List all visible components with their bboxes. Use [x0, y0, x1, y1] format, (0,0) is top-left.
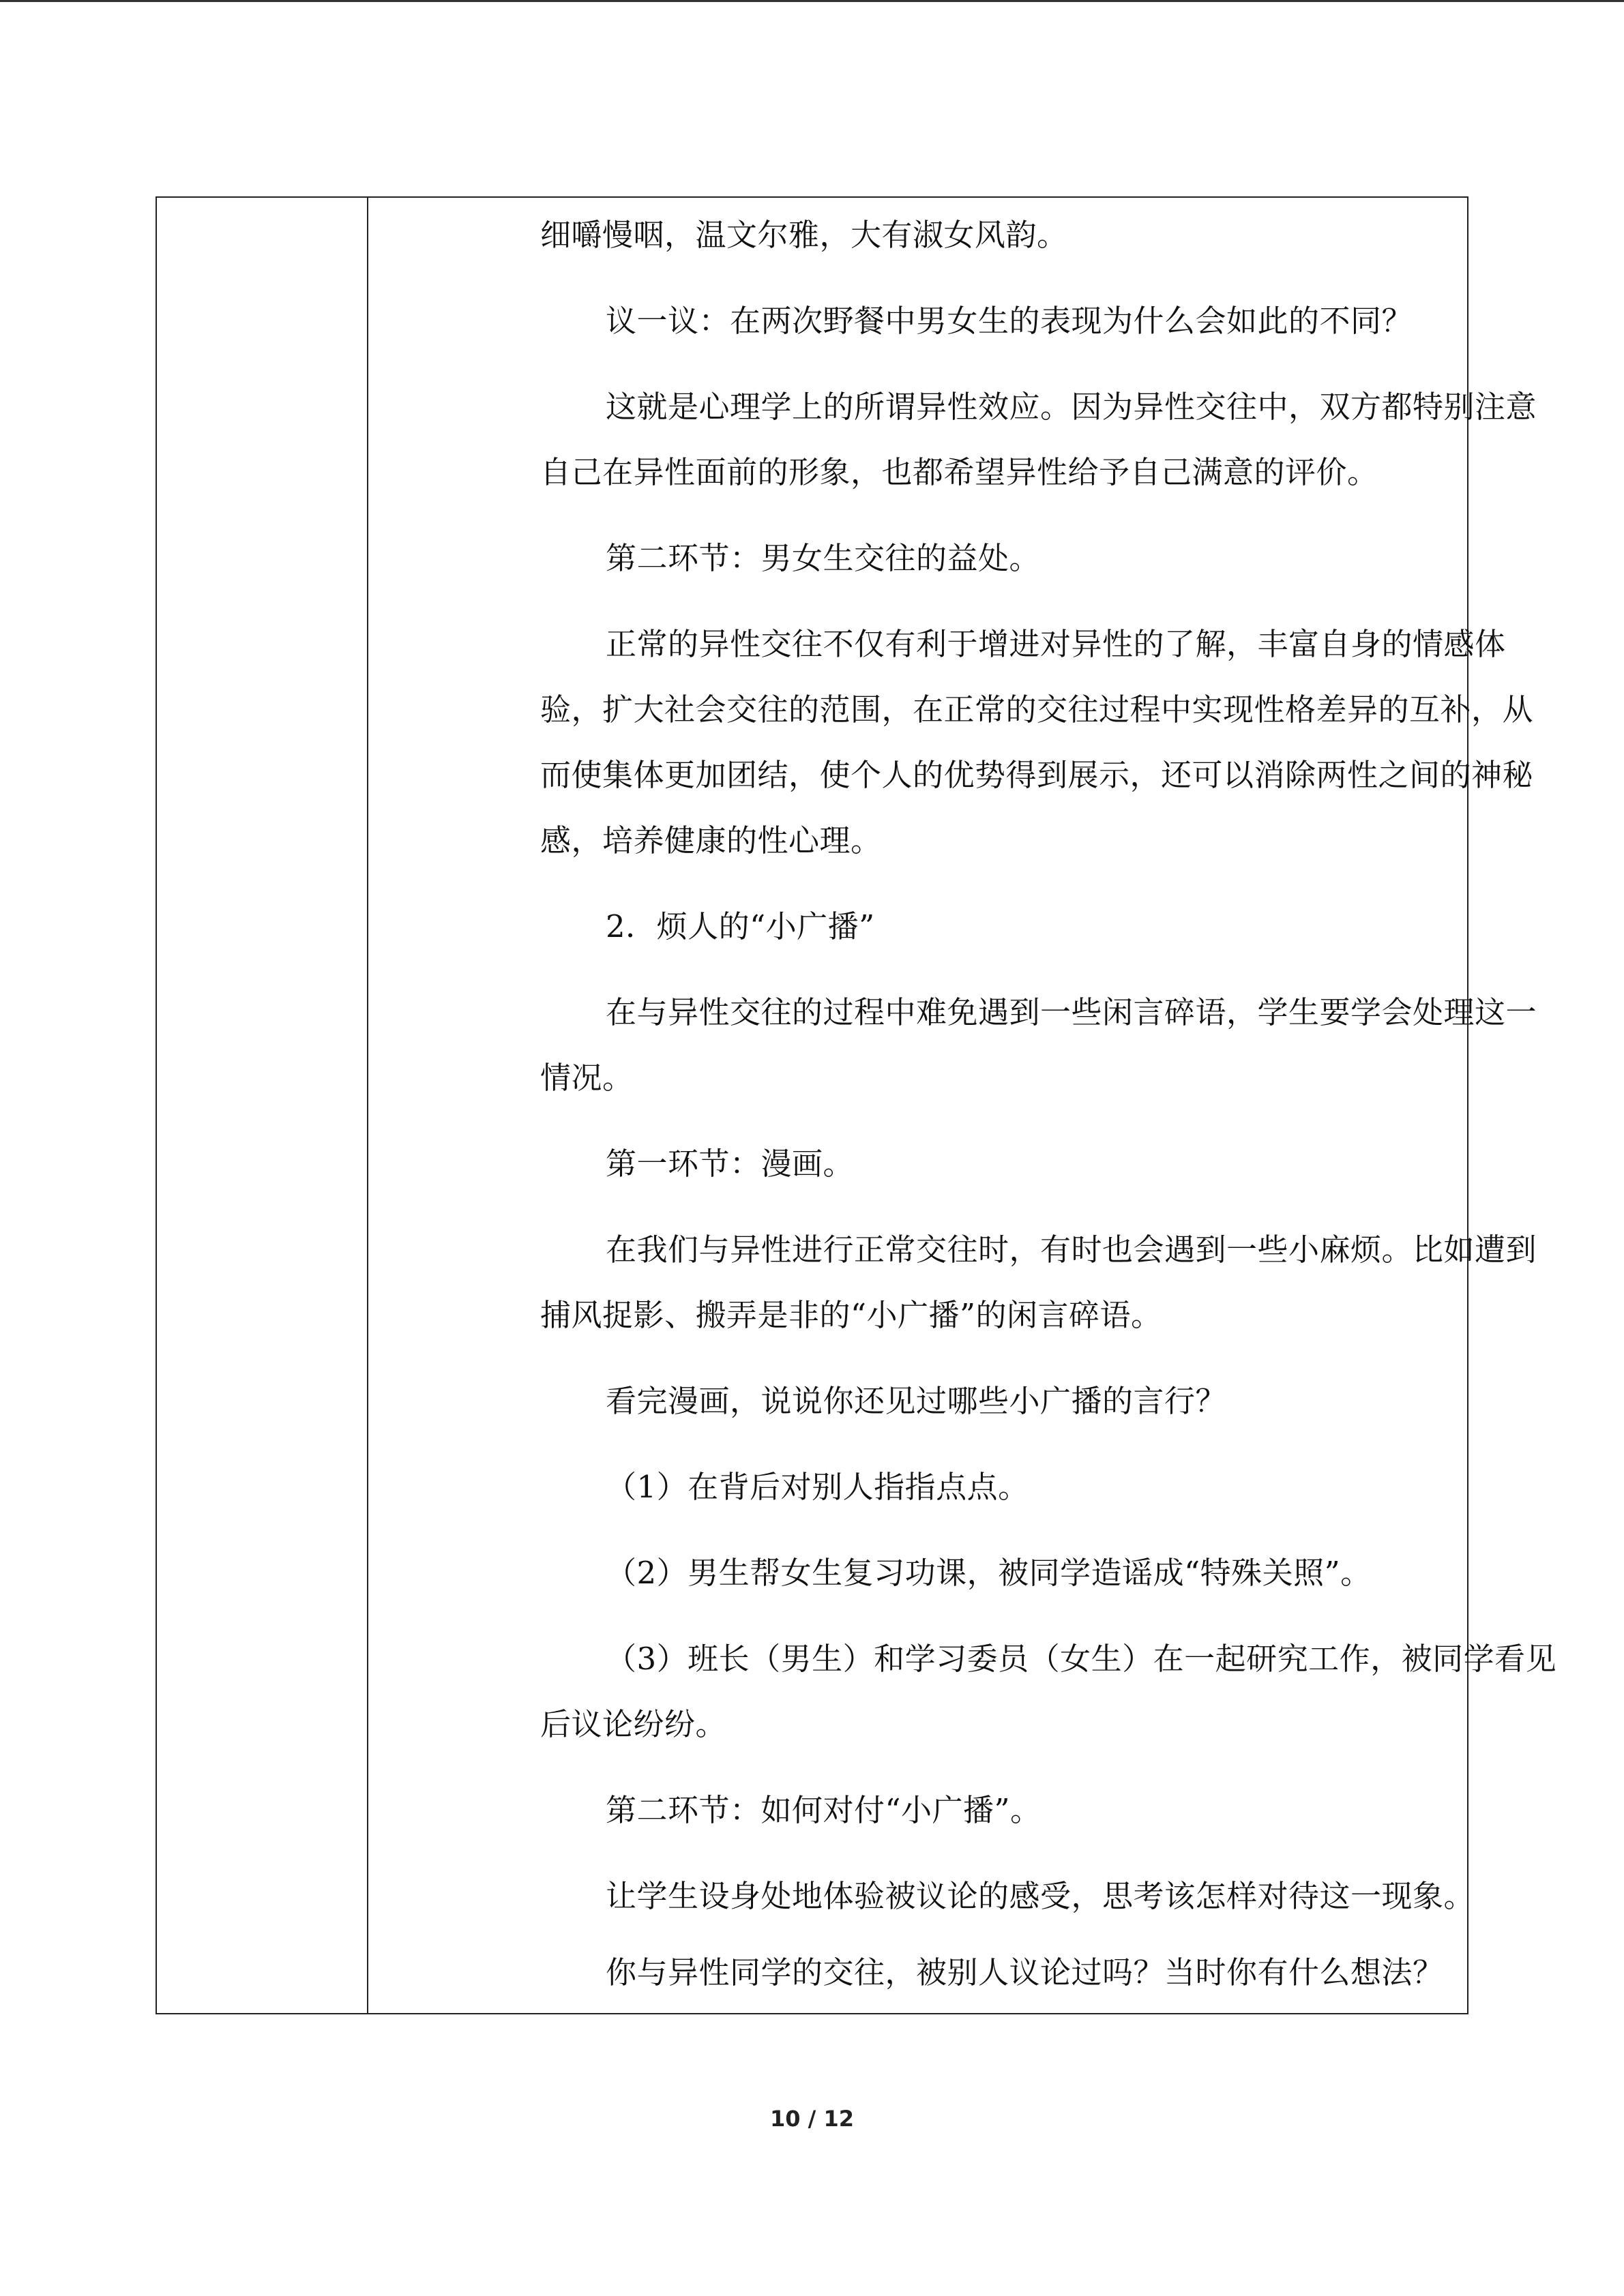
text-line: 在我们与异性进行正常交往时，有时也会遇到一些小麻烦。比如遭到: [606, 1232, 1537, 1268]
text-line: 看完漫画，说说你还见过哪些小广播的言行？: [606, 1383, 1227, 1419]
text-line: 自己在异性面前的形象，也都希望异性给予自己满意的评价。: [540, 454, 1378, 490]
table-left-column: [157, 198, 368, 2013]
top-border-rule: [0, 0, 1624, 2]
list-item: （1）在背后对别人指指点点。: [606, 1469, 1029, 1505]
text-line: 而使集体更加团结，使个人的优势得到展示，还可以消除两性之间的神秘: [540, 757, 1534, 793]
table-right-column: [368, 198, 1557, 2013]
text-line: 细嚼慢咽，温文尔雅，大有淑女风韵。: [540, 217, 1068, 253]
list-item: （3）班长（男生）和学习委员（女生）在一起研究工作，被同学看见: [606, 1641, 1557, 1677]
text-line: 你与异性同学的交往，被别人议论过吗？当时你有什么想法？: [606, 1954, 1444, 1991]
text-line: 后议论纷纷。: [540, 1706, 727, 1742]
text-line: 情况。: [540, 1060, 634, 1096]
text-line: 正常的异性交往不仅有利于增进对异性的了解，丰富自身的情感体: [606, 626, 1506, 662]
text-line: 验，扩大社会交往的范围，在正常的交往过程中实现性格差异的互补，从: [540, 691, 1534, 728]
text-line: 议一议：在两次野餐中男女生的表现为什么会如此的不同？: [606, 303, 1413, 339]
text-line: 捕风捉影、搬弄是非的“小广播”的闲言碎语。: [540, 1297, 1162, 1333]
page-number: 10 / 12: [769, 2106, 855, 2132]
text-line: 第二环节：如何对付“小广播”。: [606, 1792, 1042, 1828]
text-line: 这就是心理学上的所谓异性效应。因为异性交往中，双方都特别注意: [606, 389, 1537, 425]
text-line: 在与异性交往的过程中难免遇到一些闲言碎语，学生要学会处理这一: [606, 994, 1537, 1030]
text-line: 让学生设身处地体验被议论的感受，思考该怎样对待这一现象。: [606, 1878, 1475, 1914]
text-line: 第二环节：男女生交往的益处。: [606, 540, 1041, 576]
text-line: 第一环节：漫画。: [606, 1146, 855, 1182]
text-line: 感，培养健康的性心理。: [540, 822, 882, 859]
list-item: （2）男生帮女生复习功课，被同学造谣成“特殊关照”。: [606, 1555, 1372, 1591]
lesson-table: [156, 196, 1557, 2014]
section-heading: 2．烦人的“小广播”: [606, 908, 875, 944]
